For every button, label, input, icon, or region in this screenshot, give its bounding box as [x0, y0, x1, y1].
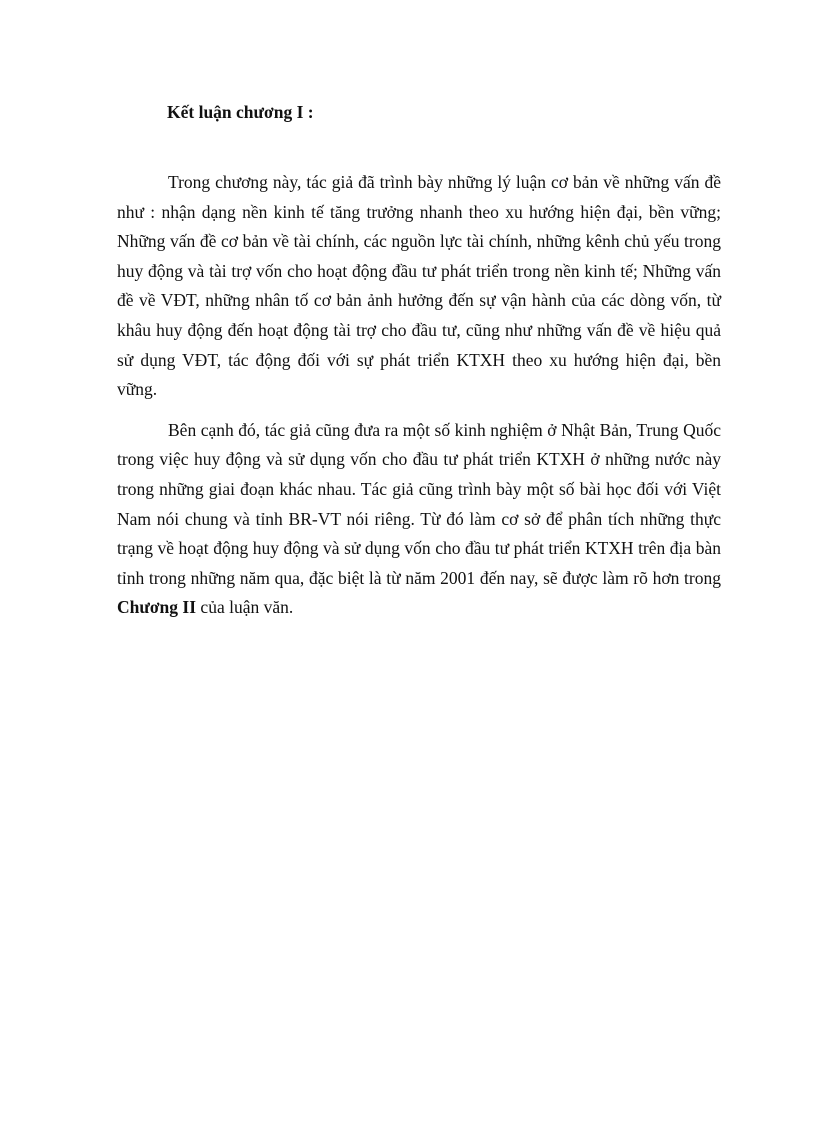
paragraph-summary: Trong chương này, tác giả đã trình bày những lý luận cơ bản về những vấn đề như : nhận dạng nền kinh tế tăng trưởng nhanh theo xu hướng hiện đại, bền vững; Những vấn đề cơ bản về tài chính, các nguồn lực tài chính, những kênh chủ yếu trong huy động và tài trợ vốn cho hoạt động đầu tư phát triển trong nền kinh tế; Những vấn đề về VĐT, những nhân tố cơ bản ảnh hưởng đến sự vận hành của các dòng vốn, từ khâu huy động đến hoạt động tài trợ cho đầu tư, cũng như những vấn đề về hiệu quả sử dụng VĐT, tác động đối với sự phát triển KTXH theo xu hướng hiện đại, bền vững. [117, 172, 721, 400]
page-content [117, 96, 721, 623]
closing-text: của luận văn. [196, 597, 294, 618]
chapter-ii-reference: Chương II [117, 597, 197, 618]
paragraph-experience-text: Bên cạnh đó, tác giả cũng đưa ra một số kinh nghiệm ở Nhật Bản, Trung Quốc trong việc huy động và sử dụng vốn cho đầu tư phát triển KTXH ở những nước này trong những giai đoạn khác nhau. Tác giả cũng trình bày một số bài học đối với Việt Nam nói chung và tỉnh BR-VT nói riêng. Từ đó làm cơ sở để phân tích những thực trạng về hoạt động huy động và sử dụng vốn cho đầu tư phát triển KTXH trên địa bàn tỉnh trong những năm qua, đặc biệt là từ năm 2001 đến nay, sẽ được làm rõ hơn trong [117, 419, 721, 588]
chapter-conclusion-heading: Kết luận chương I : [167, 102, 314, 122]
paragraph-experience [117, 416, 721, 623]
